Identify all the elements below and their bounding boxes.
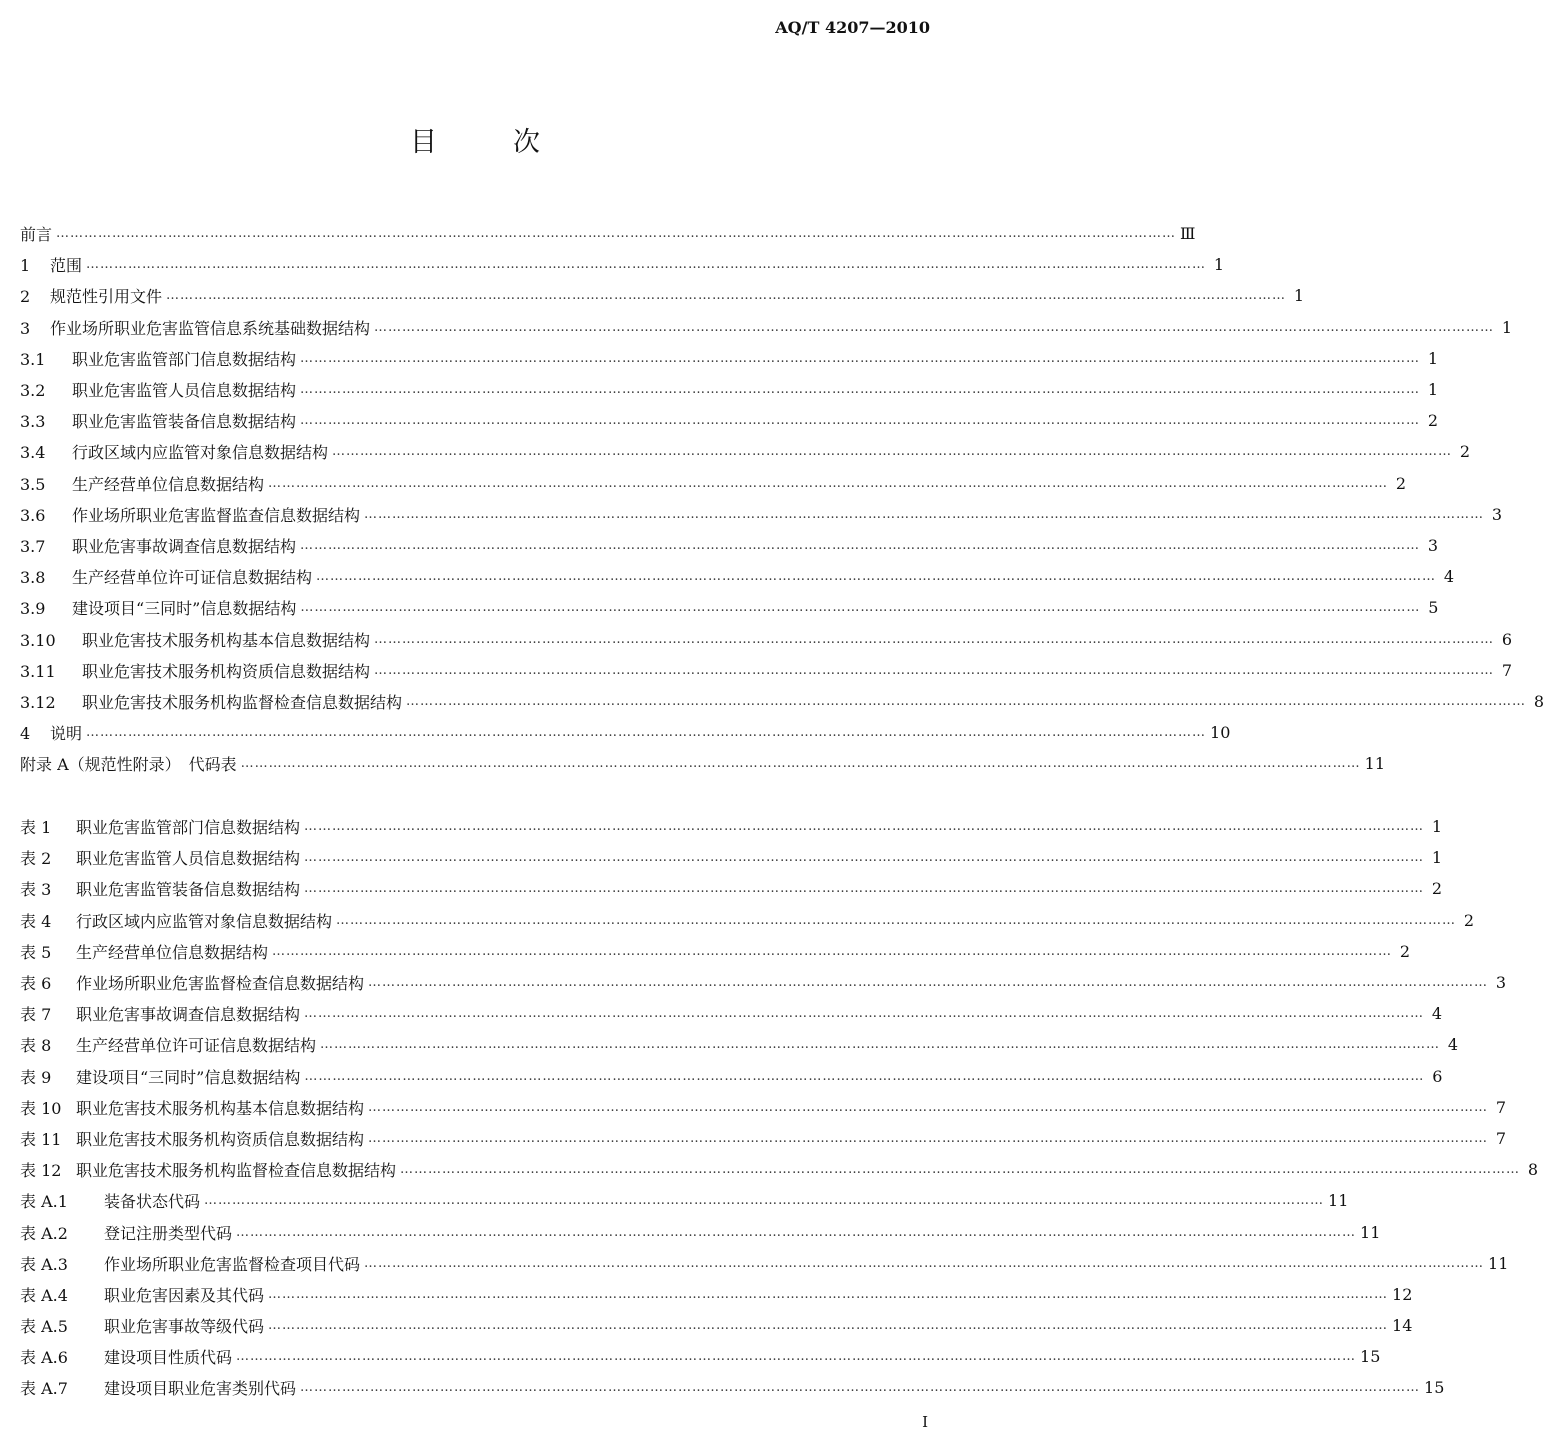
entry-title: 生产经营单位信息数据结构 <box>76 942 269 962</box>
entry-label <box>20 690 402 713</box>
entry-title: 规范性引用文件 <box>50 287 163 307</box>
entry-label <box>20 1033 316 1056</box>
entry-number: 3 <box>20 318 31 338</box>
entry-page-number: 3 <box>1427 535 1439 555</box>
dot-leader: …………………………………………………………………………………………………………………………………………………………………………………………………………………… <box>86 257 1207 273</box>
entry-page-number: 2 <box>1395 473 1407 493</box>
dot-leader: …………………………………………………………………………………………………………………………………………………………………………………………………………………… <box>316 569 1437 585</box>
entry-page-number: 6 <box>1432 1066 1443 1086</box>
dot-leader: …………………………………………………………………………………………………………………………………………………………………………………………………………………… <box>374 631 1495 647</box>
dot-leader: …………………………………………………………………………………………………………………………………………………………………………………………………………………… <box>300 1380 1421 1396</box>
entry-title: 代码表 <box>188 755 237 775</box>
entry-label <box>20 534 296 557</box>
toc-entry[interactable] <box>20 1123 1507 1154</box>
entry-page-number: 5 <box>1428 598 1439 618</box>
entry-number: 1 <box>20 256 31 276</box>
toc-entry[interactable] <box>20 592 1439 623</box>
entry-label <box>20 1002 300 1025</box>
entry-page-number: 1 <box>1427 380 1439 400</box>
entry-page-number: 1 <box>1501 317 1513 337</box>
entry-title: 建设项目“三同时”信息数据结构 <box>76 1067 301 1087</box>
dot-leader: …………………………………………………………………………………………………………………………………………………………………………………………………………………… <box>364 506 1485 522</box>
entry-number: 表 A.7 <box>20 1379 68 1399</box>
entry-number: 表 8 <box>20 1036 52 1056</box>
entry-page-number: 1 <box>1431 848 1443 868</box>
entry-number: 3.6 <box>20 505 46 525</box>
entry-page-number: 4 <box>1431 1004 1443 1024</box>
dot-leader: …………………………………………………………………………………………………………………………………………………………………………………………………………………… <box>300 600 1421 616</box>
entry-number: 表 A.6 <box>20 1348 68 1368</box>
toc-entry[interactable] <box>20 1061 1443 1092</box>
entry-title: 职业危害监管部门信息数据结构 <box>76 818 301 838</box>
title-char-2: 次 <box>513 127 540 158</box>
entry-label <box>20 815 300 838</box>
dot-leader: …………………………………………………………………………………………………………………………………………………………………………………………………………………… <box>364 1255 1485 1271</box>
dot-leader: …………………………………………………………………………………………………………………………………………………………………………………………………………………… <box>236 1224 1357 1240</box>
toc-entry[interactable] <box>20 1279 1413 1310</box>
entry-number: 3.12 <box>20 692 56 712</box>
dot-leader: …………………………………………………………………………………………………………………………………………………………………………………………………………………… <box>406 693 1527 709</box>
entry-label <box>20 1189 200 1212</box>
entry-title: 生产经营单位许可证信息数据结构 <box>72 568 313 588</box>
entry-page-number: 8 <box>1527 1160 1539 1180</box>
entry-label <box>20 1376 296 1399</box>
toc-entry[interactable] <box>20 530 1439 561</box>
entry-label <box>20 1345 232 1368</box>
entry-page-number: 15 <box>1424 1378 1445 1398</box>
entry-label <box>20 596 296 619</box>
entry-label <box>20 284 162 307</box>
entry-number: 表 A.3 <box>20 1254 68 1274</box>
entry-number: 表 A.1 <box>20 1192 68 1212</box>
dot-leader: …………………………………………………………………………………………………………………………………………………………………………………………………………………… <box>374 662 1495 678</box>
toc-entry[interactable] <box>20 905 1475 936</box>
entry-label <box>20 971 364 994</box>
dot-leader: …………………………………………………………………………………………………………………………………………………………………………………………………………………… <box>320 1037 1441 1053</box>
toc-entry[interactable] <box>20 249 1225 280</box>
entry-page-number: 7 <box>1495 1097 1507 1117</box>
entry-page-number: 2 <box>1399 941 1411 961</box>
entry-title: 行政区域内应监管对象信息数据结构 <box>72 443 329 463</box>
entry-page-number: 2 <box>1431 879 1443 899</box>
entry-title: 职业危害监管人员信息数据结构 <box>72 381 297 401</box>
toc-entry[interactable] <box>20 436 1471 467</box>
entry-page-number: Ⅲ <box>1180 224 1196 244</box>
entry-number: 表 2 <box>20 849 52 869</box>
entry-page-number: 3 <box>1495 973 1507 993</box>
toc-entry[interactable] <box>20 1310 1413 1341</box>
toc-entry[interactable] <box>20 218 1196 249</box>
entry-title: 生产经营单位许可证信息数据结构 <box>76 1036 317 1056</box>
entry-number: 3.2 <box>20 381 46 401</box>
entry-title: 装备状态代码 <box>104 1192 201 1212</box>
entry-title: 作业场所职业危害监管信息系统基础数据结构 <box>50 318 371 338</box>
toc-entry[interactable] <box>20 1154 1539 1185</box>
entry-title: 职业危害技术服务机构监督检查信息数据结构 <box>76 1161 397 1181</box>
entry-title: 职业危害技术服务机构资质信息数据结构 <box>82 661 371 681</box>
entry-page-number: 11 <box>1360 1222 1381 1242</box>
entry-number: 3.1 <box>20 349 46 369</box>
toc-entry[interactable] <box>20 1029 1459 1060</box>
entry-number: 3.5 <box>20 474 46 494</box>
entry-page-number: 4 <box>1443 567 1455 587</box>
entry-page-number: 2 <box>1463 910 1475 930</box>
entry-number: 3.7 <box>20 536 46 556</box>
dot-leader: …………………………………………………………………………………………………………………………………………………………………………………………………………………… <box>304 881 1425 897</box>
entry-label <box>20 1127 364 1150</box>
entry-number: 3.10 <box>20 630 56 650</box>
entry-title: 职业危害因素及其代码 <box>104 1285 265 1305</box>
dot-leader: …………………………………………………………………………………………………………………………………………………………………………………………………………………… <box>268 1286 1389 1302</box>
toc-entry[interactable] <box>20 623 1513 654</box>
entry-page-number: 1 <box>1213 255 1225 275</box>
dot-leader: …………………………………………………………………………………………………………………………………………………………………………………………………………………… <box>300 350 1421 366</box>
entry-number: 3.4 <box>20 443 46 463</box>
entry-number: 表 A.2 <box>20 1223 68 1243</box>
entry-page-number: 14 <box>1392 1316 1413 1336</box>
entry-label <box>20 347 296 370</box>
entry-page-number: 10 <box>1210 723 1231 743</box>
entry-number: 前言 <box>20 225 53 245</box>
entry-label <box>20 409 296 432</box>
dot-leader: …………………………………………………………………………………………………………………………………………………………………………………………………………………… <box>304 1068 1425 1084</box>
toc-entry[interactable] <box>20 717 1231 748</box>
entry-label <box>20 378 296 401</box>
entry-title: 职业危害事故调查信息数据结构 <box>72 536 297 556</box>
entry-number: 表 A.4 <box>20 1285 68 1305</box>
dot-leader: …………………………………………………………………………………………………………………………………………………………………………………………………………………… <box>374 319 1495 335</box>
entry-title: 职业危害技术服务机构资质信息数据结构 <box>76 1129 365 1149</box>
entry-title: 职业危害技术服务机构基本信息数据结构 <box>82 630 371 650</box>
entry-title: 建设项目“三同时”信息数据结构 <box>72 599 297 619</box>
toc-entry[interactable] <box>20 405 1439 436</box>
entry-page-number: 11 <box>1364 754 1386 774</box>
entry-number: 2 <box>20 287 31 307</box>
dot-leader: …………………………………………………………………………………………………………………………………………………………………………………………………………………… <box>272 943 1393 959</box>
entry-title: 行政区域内应监管对象信息数据结构 <box>76 911 333 931</box>
dot-leader: …………………………………………………………………………………………………………………………………………………………………………………………………………………… <box>332 444 1453 460</box>
toc-entry[interactable] <box>20 468 1407 499</box>
entry-page-number: 6 <box>1501 629 1513 649</box>
toc-entry[interactable] <box>20 655 1513 686</box>
entry-number: 表 6 <box>20 974 52 994</box>
entry-number: 3.9 <box>20 599 46 619</box>
entry-page-number: 2 <box>1427 411 1439 431</box>
entry-page-number: 12 <box>1392 1284 1413 1304</box>
entry-label <box>20 472 264 495</box>
entry-label <box>20 940 268 963</box>
entry-page-number: 8 <box>1533 691 1544 711</box>
toc-entry[interactable] <box>20 1092 1507 1123</box>
dot-leader: …………………………………………………………………………………………………………………………………………………………………………………………………………………… <box>300 537 1421 553</box>
page-title <box>0 120 950 159</box>
entry-page-number: 1 <box>1427 348 1439 368</box>
dot-leader: …………………………………………………………………………………………………………………………………………………………………………………………………………………… <box>304 819 1425 835</box>
toc-entry[interactable] <box>20 1185 1349 1216</box>
entry-number: 3.11 <box>20 661 56 681</box>
entry-title: 作业场所职业危害监督监查信息数据结构 <box>72 505 361 525</box>
entry-number: 表 7 <box>20 1005 52 1025</box>
entry-number: 3.8 <box>20 568 46 588</box>
dot-leader: …………………………………………………………………………………………………………………………………………………………………………………………………………………… <box>268 1318 1389 1334</box>
entry-label <box>20 316 370 339</box>
entry-page-number: 1 <box>1293 286 1305 306</box>
toc-entry[interactable] <box>20 561 1455 592</box>
dot-leader: …………………………………………………………………………………………………………………………………………………………………………………………………………………… <box>304 850 1425 866</box>
entry-label <box>20 628 370 651</box>
toc-entry[interactable] <box>20 499 1503 530</box>
entry-number: 表 A.5 <box>20 1317 68 1337</box>
dot-leader: …………………………………………………………………………………………………………………………………………………………………………………………………………………… <box>304 1006 1425 1022</box>
toc-entry[interactable] <box>20 1341 1381 1372</box>
entry-title: 生产经营单位信息数据结构 <box>72 474 265 494</box>
entry-title: 职业危害监管装备信息数据结构 <box>72 412 297 432</box>
dot-leader: …………………………………………………………………………………………………………………………………………………………………………………………………………………… <box>268 475 1389 491</box>
entry-title: 建设项目职业危害类别代码 <box>104 1379 297 1399</box>
entry-label <box>20 1065 300 1088</box>
toc-entry[interactable] <box>20 343 1439 374</box>
toc-entry[interactable] <box>20 1372 1445 1403</box>
standard-code: AQ/T 4207—2010 <box>775 18 930 37</box>
entry-label <box>20 253 82 276</box>
entry-page-number: 11 <box>1328 1191 1349 1211</box>
toc-entry[interactable] <box>20 1216 1381 1247</box>
toc-entry[interactable] <box>20 1248 1509 1279</box>
tables-list <box>20 811 1539 1404</box>
entry-title: 职业危害事故调查信息数据结构 <box>76 1005 301 1025</box>
entry-label <box>20 659 370 682</box>
dot-leader: …………………………………………………………………………………………………………………………………………………………………………………………………………………… <box>368 975 1489 991</box>
toc-entry[interactable] <box>20 811 1443 842</box>
toc-entry[interactable] <box>20 312 1513 343</box>
title-char-1: 目 <box>410 127 437 158</box>
dot-leader: …………………………………………………………………………………………………………………………………………………………………………………………………………………… <box>300 413 1421 429</box>
dot-leader: …………………………………………………………………………………………………………………………………………………………………………………………………………………… <box>86 725 1207 741</box>
toc-entry[interactable] <box>20 873 1443 904</box>
entry-number: 表 11 <box>20 1129 62 1149</box>
entry-number: 表 3 <box>20 880 52 900</box>
entry-number: 3.3 <box>20 412 46 432</box>
entry-number: 表 5 <box>20 942 52 962</box>
entry-title: 作业场所职业危害监督检查信息数据结构 <box>76 974 365 994</box>
entry-label <box>20 1158 396 1181</box>
entry-title: 职业危害监管人员信息数据结构 <box>76 849 301 869</box>
entry-title: 职业危害监管装备信息数据结构 <box>76 880 301 900</box>
entry-number: 表 10 <box>20 1098 62 1118</box>
dot-leader: …………………………………………………………………………………………………………………………………………………………………………………………………………………… <box>368 1130 1489 1146</box>
entry-label <box>20 1221 232 1244</box>
entry-number: 表 9 <box>20 1067 52 1087</box>
dot-leader: …………………………………………………………………………………………………………………………………………………………………………………………………………………… <box>300 382 1421 398</box>
entry-page-number: 15 <box>1360 1347 1381 1367</box>
entry-number: 表 12 <box>20 1161 62 1181</box>
dot-leader: …………………………………………………………………………………………………………………………………………………………………………………………………………………… <box>204 1193 1325 1209</box>
toc-entry[interactable] <box>20 967 1507 998</box>
entry-label <box>20 752 237 775</box>
toc-entry[interactable] <box>20 374 1439 405</box>
dot-leader: …………………………………………………………………………………………………………………………………………………………………………………………………………………… <box>368 1099 1489 1115</box>
entry-label <box>20 909 332 932</box>
entry-page-number: 11 <box>1488 1253 1509 1273</box>
entry-title: 职业危害监管部门信息数据结构 <box>72 349 297 369</box>
entry-number: 4 <box>20 724 31 744</box>
entry-page-number: 4 <box>1447 1035 1459 1055</box>
entry-label <box>20 1314 264 1337</box>
dot-leader: …………………………………………………………………………………………………………………………………………………………………………………………………………………… <box>400 1162 1521 1178</box>
dot-leader: …………………………………………………………………………………………………………………………………………………………………………………………………………………… <box>240 756 1361 772</box>
entry-title: 说明 <box>50 724 83 744</box>
entry-page-number: 3 <box>1491 504 1503 524</box>
toc-entry[interactable] <box>20 280 1305 311</box>
entry-title: 职业危害事故等级代码 <box>104 1317 265 1337</box>
entry-title: 职业危害技术服务机构基本信息数据结构 <box>76 1098 365 1118</box>
entry-number: 表 1 <box>20 818 52 838</box>
entry-number: 表 4 <box>20 911 52 931</box>
entry-title: 作业场所职业危害监督检查项目代码 <box>104 1254 361 1274</box>
entry-label <box>20 222 52 245</box>
toc-entry[interactable] <box>20 748 1386 779</box>
entry-label <box>20 503 360 526</box>
dot-leader: …………………………………………………………………………………………………………………………………………………………………………………………………………………… <box>166 288 1287 304</box>
entry-title: 登记注册类型代码 <box>104 1223 233 1243</box>
page-number: Ⅰ <box>922 1413 928 1431</box>
entry-title: 建设项目性质代码 <box>104 1348 233 1368</box>
entry-page-number: 7 <box>1495 1128 1507 1148</box>
toc-entry[interactable] <box>20 936 1411 967</box>
entry-label <box>20 1252 360 1275</box>
entry-label <box>20 1283 264 1306</box>
dot-leader: …………………………………………………………………………………………………………………………………………………………………………………………………………………… <box>56 226 1177 242</box>
entry-label <box>20 877 300 900</box>
entry-label <box>20 440 328 463</box>
entry-label <box>20 1096 364 1119</box>
entry-label <box>20 565 312 588</box>
entry-title: 职业危害技术服务机构监督检查信息数据结构 <box>82 692 403 712</box>
dot-leader: …………………………………………………………………………………………………………………………………………………………………………………………………………………… <box>236 1349 1357 1365</box>
entry-page-number: 1 <box>1431 817 1443 837</box>
entry-title: 范围 <box>50 256 83 276</box>
entry-label <box>20 721 82 744</box>
entry-label <box>20 846 300 869</box>
toc-entry[interactable] <box>20 842 1443 873</box>
dot-leader: …………………………………………………………………………………………………………………………………………………………………………………………………………………… <box>336 912 1457 928</box>
entry-number: 附录 A（规范性附录） <box>20 755 181 775</box>
toc-entry[interactable] <box>20 998 1443 1029</box>
toc-entry[interactable] <box>20 686 1544 717</box>
contents-list <box>20 218 1544 779</box>
entry-page-number: 7 <box>1501 660 1513 680</box>
entry-page-number: 2 <box>1459 442 1471 462</box>
